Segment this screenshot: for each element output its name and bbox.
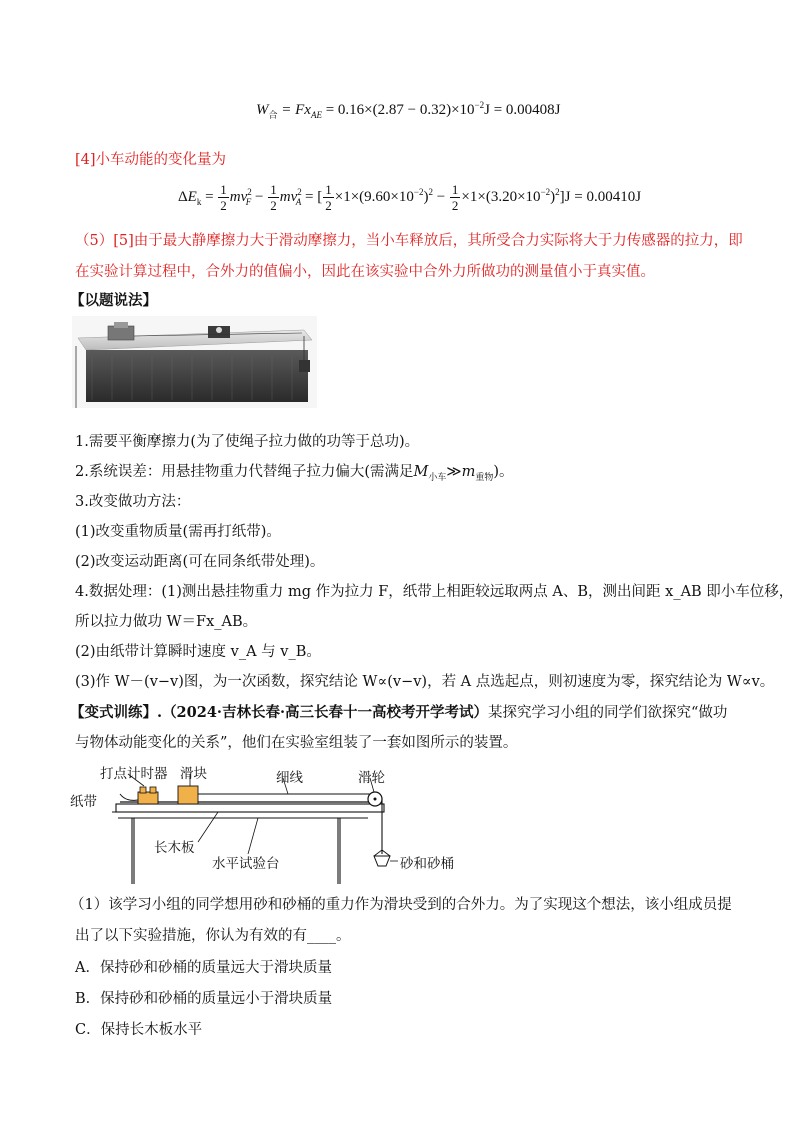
point-4a: 4.数据处理：(1)测出悬挂物重力 mg 作为拉力 F，纸带上相距较远取两点 A、B，测出间距 x_AB 即小车位移， <box>75 584 794 600</box>
work-exponent: −2 <box>474 100 485 110</box>
label-board: 长木板 <box>154 840 195 856</box>
point-3: 3.改变做功方法： <box>75 494 191 510</box>
label-string: 细线 <box>276 770 303 786</box>
label-pulley: 滑轮 <box>358 770 385 786</box>
section-title: 【以题说法】 <box>70 292 157 309</box>
exercise-line-1 <box>70 703 727 723</box>
point-2: 2.系统误差：用悬挂物重力代替绳子拉力偏大(需满足$M_{小车}≫m_{重物}$)。 <box>75 464 514 483</box>
exercise-line-2: 与物体动能变化的关系”，他们在实验室组装了一套如图所示的装置。 <box>75 735 518 751</box>
label-table: 水平试验台 <box>212 856 280 872</box>
label-slider: 滑块 <box>180 766 207 782</box>
work-subscript: 合 <box>268 110 278 120</box>
label-timer: 打点计时器 <box>100 766 168 782</box>
point-4d: (3)作 W－(v−v)图，为一次函数，探究结论 W∝(v−v)，若 A 点选起点，则初速度为零，探究结论为 W∝v。 <box>75 674 775 690</box>
label-bucket: 砂和砂桶 <box>400 856 454 872</box>
energy-equation: $\Delta E_k$ = $\frac{1}{2}$ $mv^2_F$ − $\frac{1}{2}$ $mv^2_A$ = [ $\frac{1}{2}$ $\times 1\times(9.60\times 10^{-2})^2$ − $\frac{1}{2}$ $\times 1\times(3.20\times 10^{-2})^2]J = 0.00410J$ <box>178 182 642 213</box>
question-1-line-2: 出了以下实验措施，你认为有效的有____。 <box>75 928 351 944</box>
work-equation <box>256 100 561 121</box>
work-symbol: W <box>256 102 269 118</box>
energy-term-1: 1×(9.60×10 <box>343 188 414 205</box>
exercise-tag: 【变式训练】. <box>70 704 163 721</box>
work-distance-subscript: AE <box>310 110 322 120</box>
answer-4-line: [4]小车动能的变化量为 <box>75 152 227 168</box>
energy-term-2: 1×(3.20×10 <box>469 188 541 205</box>
question-1-line-1: （1）该学习小组的同学想用砂和砂桶的重力作为滑块受到的合外力。为了实现这个想法，该小组成员提 <box>70 897 732 913</box>
answer-5-line-2: 在实验计算过程中，合外力的值偏小，因此在该实验中合外力所做功的测量值小于真实值。 <box>75 264 655 280</box>
point-4c: (2)由纸带计算瞬时速度 v_A 与 v_B。 <box>75 644 321 660</box>
point-3a: (1)改变重物质量(需再打纸带)。 <box>75 524 281 540</box>
option-c: C．保持长木板水平 <box>75 1022 203 1038</box>
exercise-source: （2024·吉林长春·高三长春十一高校考开学考试） <box>162 704 489 721</box>
point-1: 1.需要平衡摩擦力(为了使绳子拉力做的功等于总功)。 <box>75 434 420 450</box>
label-tape: 纸带 <box>70 794 97 810</box>
option-a: A．保持砂和砂桶的质量远大于滑块质量 <box>75 960 332 976</box>
work-expression: = 0.16×(2.87 − 0.32)×10 <box>321 102 475 118</box>
exercise-text-1: 某探究学习小组的同学们欲探究“做功 <box>488 705 728 721</box>
work-force-term: = Fx <box>277 102 311 118</box>
point-4b: 所以拉力做功 W＝Fx_AB。 <box>75 614 258 630</box>
apparatus-photo <box>72 316 317 408</box>
energy-result: J = 0.00410J <box>564 188 642 205</box>
work-result: J = 0.00408J <box>484 102 561 118</box>
answer-5-line-1: （5）[5]由于最大静摩擦力大于滑动摩擦力，当小车释放后，其所受合力实际将大于力传感器的拉力，即 <box>75 233 743 249</box>
option-b: B．保持砂和砂桶的质量远小于滑块质量 <box>75 991 333 1007</box>
point-3b: (2)改变运动距离(可在同条纸带处理)。 <box>75 554 325 570</box>
